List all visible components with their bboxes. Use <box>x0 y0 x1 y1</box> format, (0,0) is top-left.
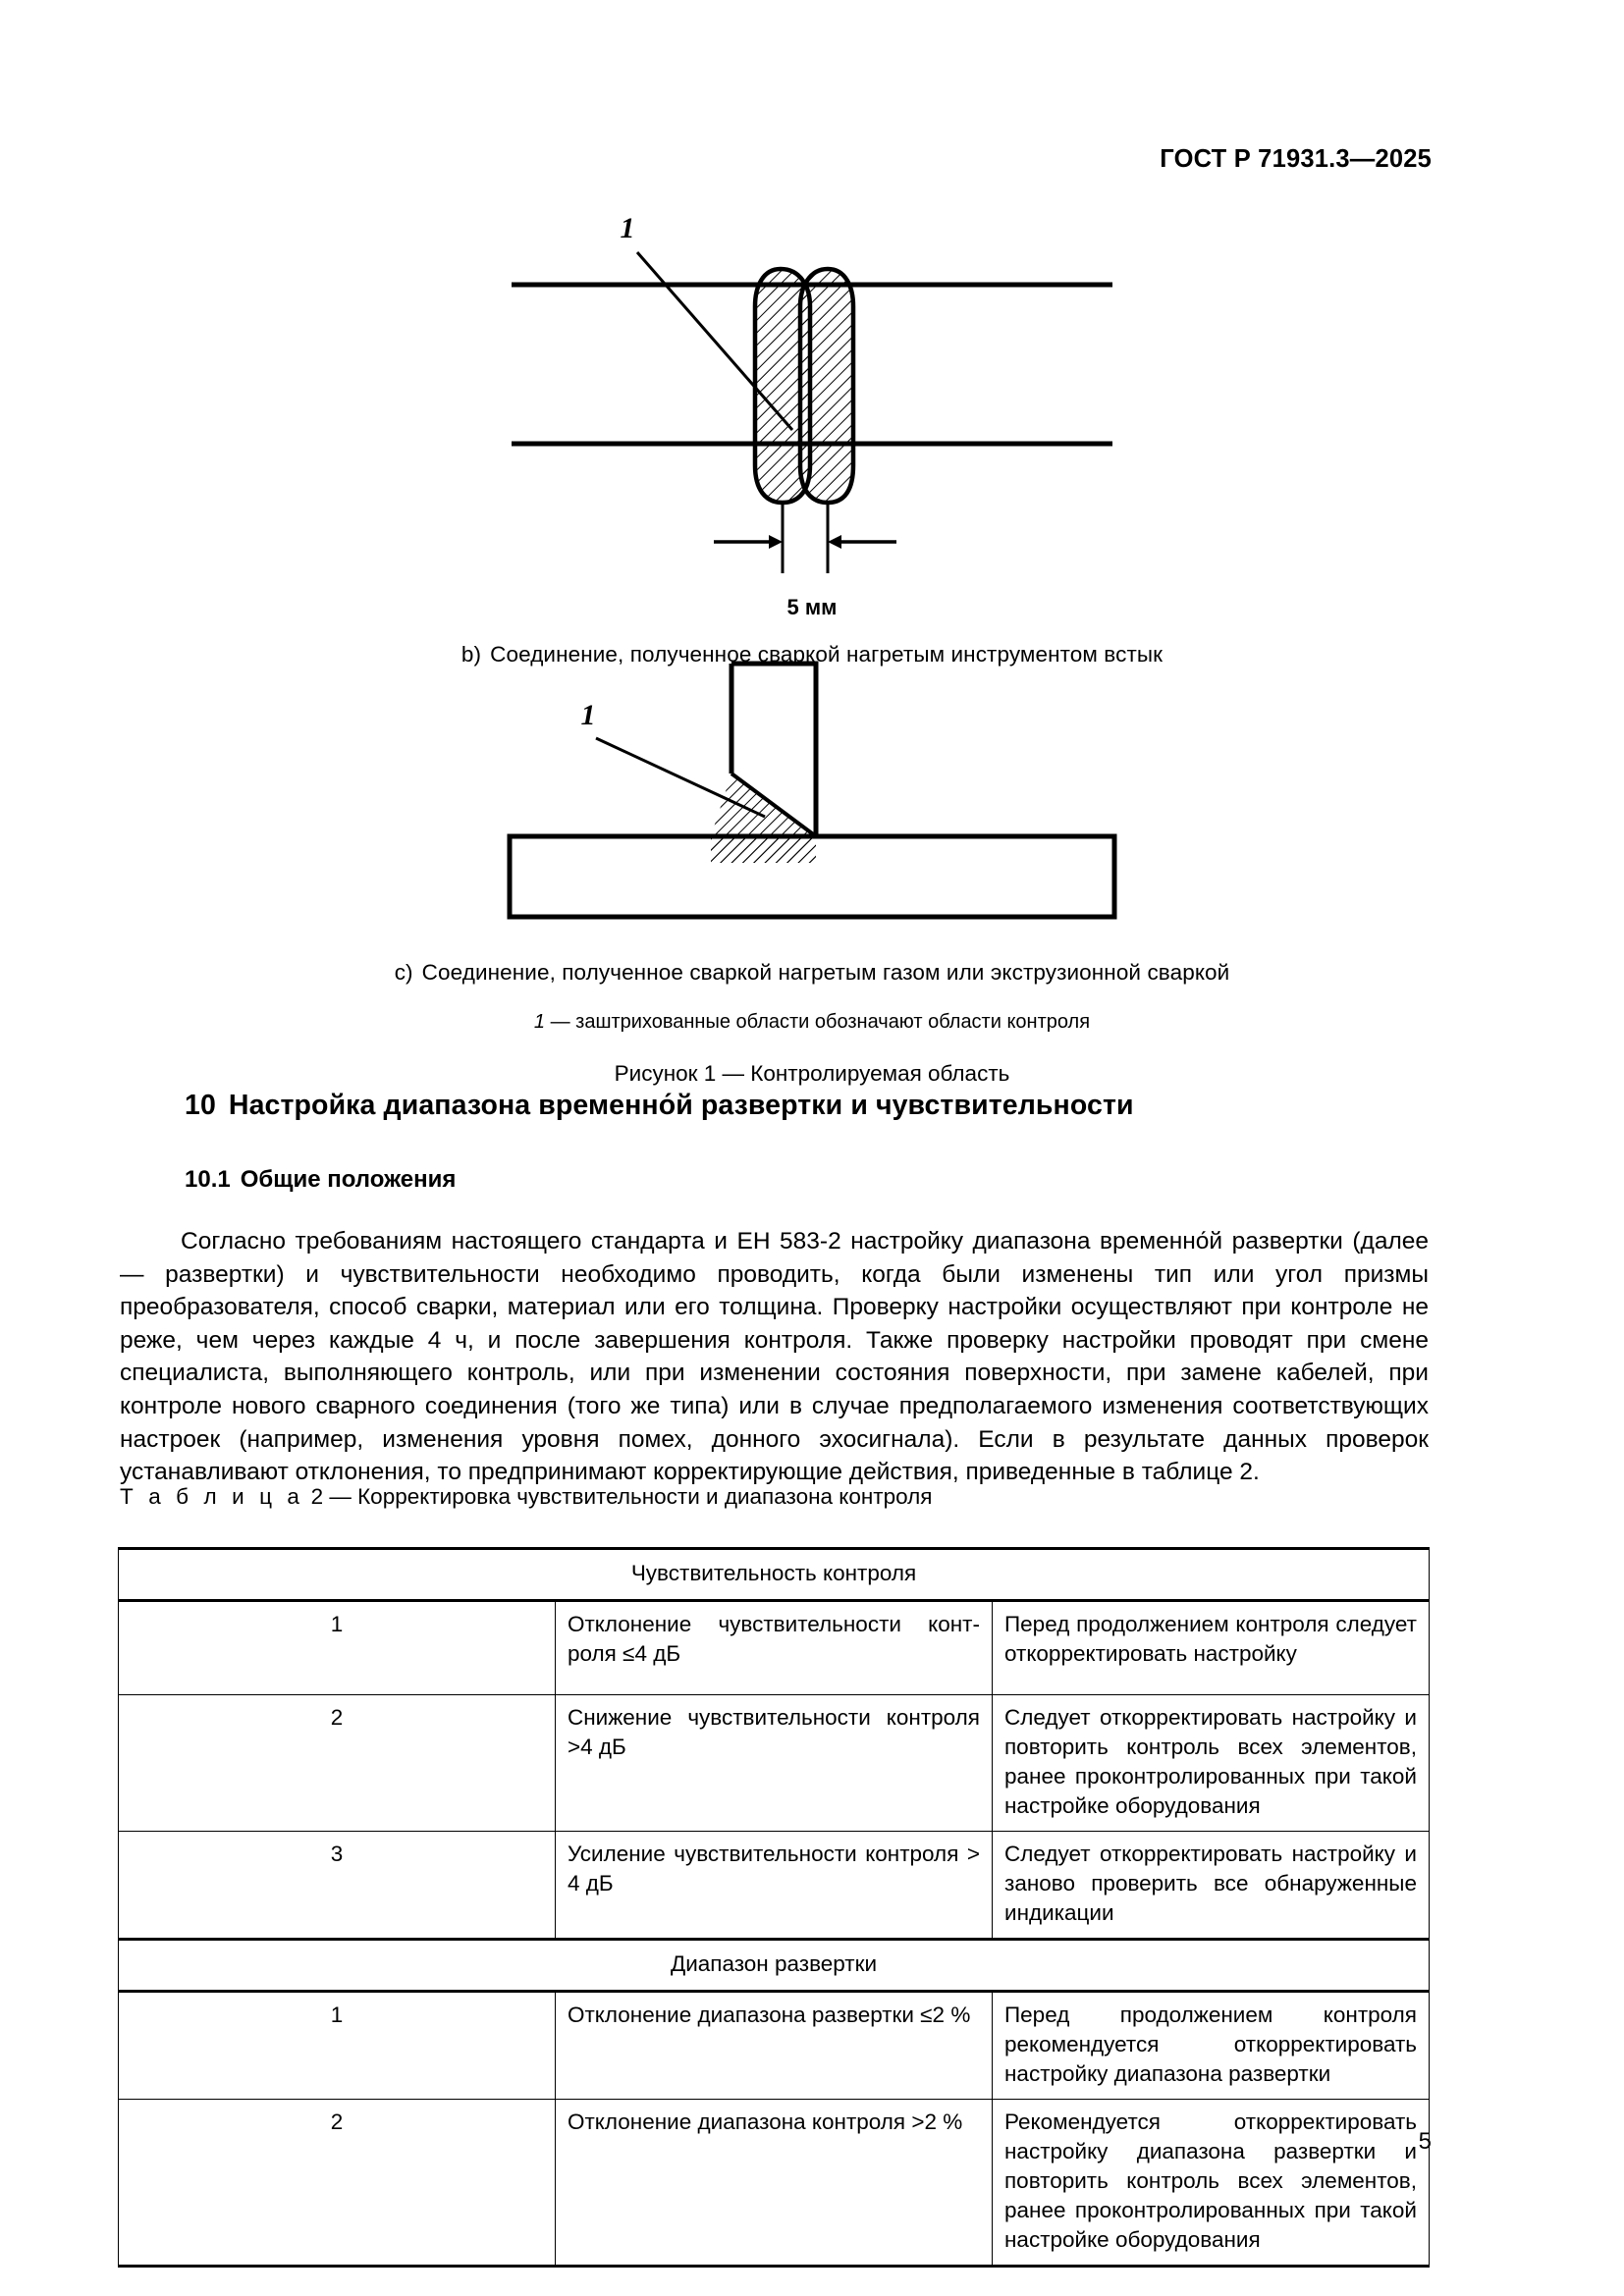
row-description: Отклонение диапазона развертки ≤2 % <box>556 1992 993 2100</box>
figure-key-line <box>0 1011 1624 1034</box>
figure-key-dash: — <box>550 1011 570 1033</box>
subsection-10-1-heading <box>185 1166 456 1194</box>
subsection-10-1-number: 10.1 <box>185 1166 231 1193</box>
callout-number-1: 1 <box>580 699 596 731</box>
figure-c-caption <box>0 960 1624 986</box>
table-row <box>119 1601 1430 1695</box>
figure-key-marker: 1 <box>533 1011 546 1033</box>
figure-title: Рисунок 1 — Контролируемая область <box>614 1061 1010 1086</box>
band-label-sweep-range: Диапазон развертки <box>119 1940 1430 1992</box>
band-label-sensitivity: Чувствительность контроля <box>119 1549 1430 1601</box>
table-row <box>119 1992 1430 2100</box>
row-description: Отклонение диапазона контроля >2 % <box>556 2100 993 2267</box>
table-row <box>119 1695 1430 1832</box>
row-action: Перед продолжением контроля следует откорректировать настройку <box>993 1601 1430 1695</box>
figure-c-caption-text: Соединение, полученное сваркой нагретым газом или экструзионной сваркой <box>421 960 1230 985</box>
table-2 <box>118 1547 1430 2268</box>
body-paragraph: Согласно требованиям настоящего стандарта и ЕН 583-2 настройку диапазона временно́й развертки (далее — развертки) и чувствительности необходимо проводить, когда были изменены тип или угол призмы преобразователя, способ сварки, материал или его толщина. Проверку настройки осуществляют при контроле не реже, чем через каждые 4 ч, и после завершения контроля. Также проверку настройки проводят при смене специалиста, выполняющего контроль, или при изменении состояния поверхности, при замене кабелей, при контроле нового сварного соединения (того же типа) или в случае предполагаемого изменения соответствующих настроек (например, изменения уровня помех, донного эхосигнала). Если в результате данных проверок устанавливают отклонения, то предпринимают корректирующие действия, приведенные в таблице 2. <box>120 1228 1429 1486</box>
dimension-label-5mm: 5 мм <box>786 595 838 619</box>
table-row <box>119 1832 1430 1940</box>
weld-bead-right <box>800 269 853 503</box>
row-description: Усиление чувствительности контроля > 4 дБ <box>556 1832 993 1940</box>
table-caption-word: Т а б л и ц а <box>120 1484 304 1509</box>
row-action: Следует откорректировать настройку и повторить контроль всех элементов, ранее проконтролированных при такой настройке оборудования <box>993 1695 1430 1832</box>
t-joint-diagram <box>468 648 1156 942</box>
row-number: 1 <box>119 1601 556 1695</box>
figure-c-label: c) <box>394 960 413 985</box>
dimension-arrows <box>714 535 896 549</box>
page-number: 5 <box>1418 2128 1432 2155</box>
row-number: 3 <box>119 1832 556 1940</box>
section-10-heading <box>185 1090 1432 1122</box>
figure-b-block <box>0 208 1624 667</box>
table-row <box>119 2100 1430 2267</box>
figure-b-drawing <box>0 208 1624 601</box>
callout-number-1: 1 <box>620 212 635 244</box>
table-caption-rest: 2 — Корректировка чувствительности и диапазона контроля <box>310 1484 933 1509</box>
section-10-title: Настройка диапазона временно́й развертки и чувствительности <box>228 1090 1134 1121</box>
figure-key-text: заштрихованные области обозначают области контроля <box>575 1011 1091 1033</box>
row-action: Перед продолжением контроля рекомендуется откорректировать настройку диапазона развертки <box>993 1992 1430 2100</box>
table-2-caption <box>120 1484 932 1510</box>
figure-b-label: b) <box>460 642 482 667</box>
butt-weld-diagram <box>468 208 1156 601</box>
row-number: 1 <box>119 1992 556 2100</box>
table-band-row <box>119 1549 1430 1601</box>
row-number: 2 <box>119 1695 556 1832</box>
row-number: 2 <box>119 2100 556 2267</box>
row-action: Рекомендуется откорректировать настройку диапазона развертки и повторить контроль всех элементов, ранее проконтролированных при такой настройке оборудования <box>993 2100 1430 2267</box>
subsection-10-1-title: Общие положения <box>240 1166 457 1193</box>
figure-b-caption-text: Соединение, полученное сваркой нагретым инструментом встык <box>490 642 1164 667</box>
table-band-row <box>119 1940 1430 1992</box>
row-action: Следует откорректировать настройку и заново проверить все обнаруженные индикации <box>993 1832 1430 1940</box>
figure-c-drawing <box>0 648 1624 942</box>
control-zone-base-hatched <box>711 836 816 863</box>
section-10-number: 10 <box>185 1090 216 1121</box>
row-description: Снижение чувствительности контроля >4 дБ <box>556 1695 993 1832</box>
document-standard-header: ГОСТ Р 71931.3—2025 <box>1160 145 1432 173</box>
row-description: Отклонение чувствительности контроля ≤4 дБ <box>556 1601 993 1695</box>
figure-c-block <box>0 648 1624 1087</box>
